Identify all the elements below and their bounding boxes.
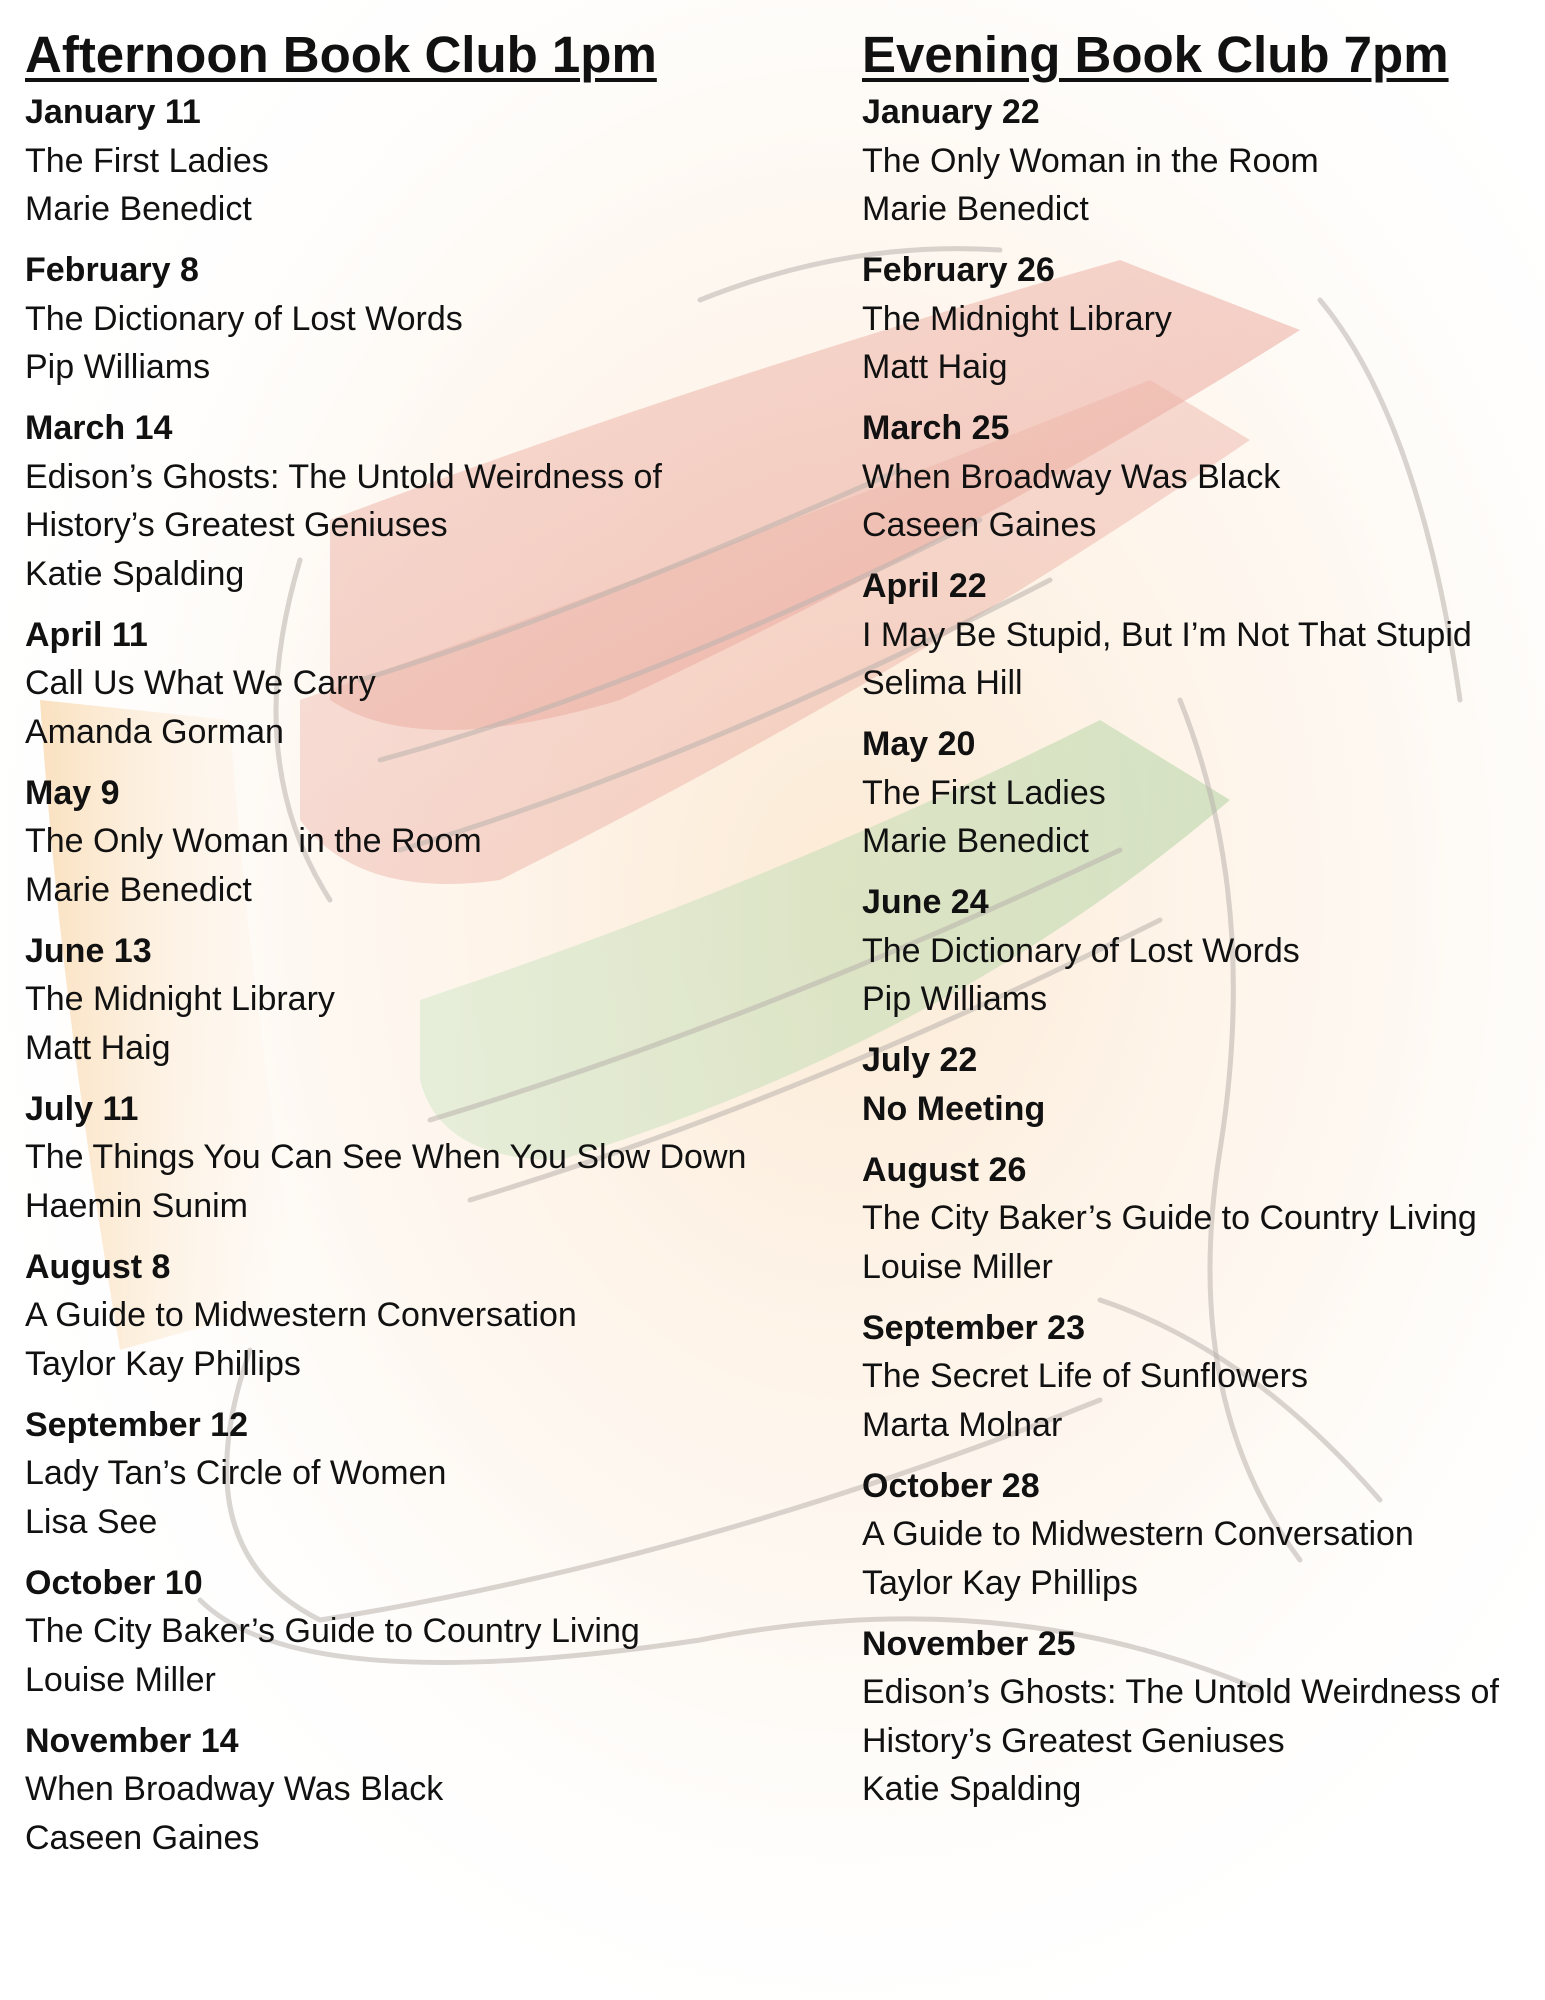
no-meeting-note: No Meeting — [862, 1089, 1046, 1128]
book-title-line: The Dictionary of Lost Words — [862, 931, 1300, 970]
book-title-line: The City Baker’s Guide to Country Living — [25, 1612, 640, 1650]
meeting-date: March 14 — [25, 409, 173, 447]
meeting-date: April 11 — [25, 615, 148, 654]
schedule-entry — [25, 1243, 815, 1389]
meeting-date: July 11 — [25, 1089, 139, 1128]
book-title-line: The Only Woman in the Room — [25, 822, 482, 860]
book-author: Matt Haig — [862, 348, 1008, 386]
book-author: Taylor Kay Phillips — [25, 1344, 301, 1383]
book-author: Pip Williams — [25, 348, 211, 386]
book-title-line: The First Ladies — [25, 141, 269, 180]
book-author: Marie Benedict — [862, 822, 1089, 860]
book-title-line: Edison’s Ghosts: The Untold Weirdness of — [25, 457, 662, 496]
schedule-entry — [862, 1036, 1532, 1133]
book-title-line: Call Us What We Carry — [25, 664, 376, 702]
book-title-line: History’s Greatest Geniuses — [862, 1721, 1285, 1760]
schedule-entry — [862, 1462, 1532, 1608]
schedule-entry — [25, 1401, 815, 1547]
meeting-date: May 9 — [25, 773, 120, 812]
meeting-date: July 22 — [862, 1041, 978, 1079]
schedule-entry — [25, 927, 815, 1073]
meeting-date: November 25 — [862, 1624, 1076, 1663]
schedule-entry — [862, 404, 1532, 550]
schedule-entry — [862, 1146, 1532, 1292]
book-author: Louise Miller — [862, 1247, 1053, 1286]
schedule-entry — [862, 246, 1532, 392]
schedule-entry — [862, 878, 1532, 1024]
schedule-entry — [862, 1304, 1532, 1450]
book-title-line: The Dictionary of Lost Words — [25, 299, 463, 338]
schedule-entry — [25, 1717, 815, 1863]
book-author: Pip Williams — [862, 980, 1048, 1018]
book-author: Marie Benedict — [25, 190, 252, 228]
schedule-entry — [862, 88, 1532, 234]
book-title-line: The Secret Life of Sunflowers — [862, 1357, 1309, 1395]
book-title-line: A Guide to Midwestern Conversation — [25, 1296, 577, 1334]
evening-entries — [862, 88, 1532, 1814]
book-author: Marie Benedict — [25, 870, 252, 909]
book-title-line: A Guide to Midwestern Conversation — [862, 1515, 1414, 1553]
meeting-date: September 23 — [862, 1308, 1085, 1347]
meeting-date: August 26 — [862, 1150, 1027, 1189]
book-author: Caseen Gaines — [25, 1818, 260, 1857]
schedule-entry — [25, 1559, 815, 1705]
meeting-date: October 28 — [862, 1466, 1040, 1505]
book-title-line: When Broadway Was Black — [25, 1770, 444, 1808]
book-author: Louise Miller — [25, 1660, 216, 1699]
book-author: Selima Hill — [862, 664, 1023, 702]
schedule-entry — [862, 720, 1532, 866]
book-title-line: Edison’s Ghosts: The Untold Weirdness of — [862, 1673, 1499, 1711]
meeting-date: November 14 — [25, 1721, 239, 1760]
book-author: Marta Molnar — [862, 1405, 1063, 1444]
afternoon-entries — [25, 88, 815, 1862]
book-author: Matt Haig — [25, 1028, 171, 1067]
meeting-date: October 10 — [25, 1563, 203, 1602]
schedule-entry — [862, 1620, 1532, 1814]
book-author: Katie Spalding — [862, 1770, 1082, 1808]
book-author: Caseen Gaines — [862, 506, 1097, 544]
afternoon-club-heading: Afternoon Book Club 1pm — [25, 26, 657, 83]
book-title-line: The First Ladies — [862, 773, 1106, 812]
meeting-date: April 22 — [862, 567, 987, 605]
meeting-date: June 13 — [25, 931, 152, 970]
meeting-date: June 24 — [862, 883, 989, 921]
meeting-date: September 12 — [25, 1405, 248, 1444]
book-title-line: The Things You Can See When You Slow Down — [25, 1138, 747, 1176]
schedule-entry — [862, 562, 1532, 708]
book-author: Haemin Sunim — [25, 1186, 248, 1225]
schedule-entry — [25, 611, 815, 757]
evening-book-club-column — [862, 22, 1532, 1814]
meeting-date: January 11 — [25, 93, 201, 131]
book-title-line: The Midnight Library — [862, 299, 1172, 338]
evening-club-heading: Evening Book Club 7pm — [862, 26, 1449, 83]
afternoon-book-club-column — [25, 22, 815, 1862]
book-author: Amanda Gorman — [25, 712, 284, 751]
book-title-line: Lady Tan’s Circle of Women — [25, 1454, 447, 1492]
book-title-line: I May Be Stupid, But I’m Not That Stupid — [862, 615, 1472, 654]
book-author: Marie Benedict — [862, 190, 1089, 228]
book-title-line: History’s Greatest Geniuses — [25, 506, 448, 544]
meeting-date: February 26 — [862, 251, 1055, 289]
meeting-date: January 22 — [862, 93, 1040, 131]
schedule-entry — [25, 769, 815, 915]
book-author: Taylor Kay Phillips — [862, 1563, 1138, 1602]
schedule-entry — [25, 404, 815, 598]
book-title-line: The City Baker’s Guide to Country Living — [862, 1199, 1477, 1237]
book-author: Lisa See — [25, 1502, 158, 1541]
meeting-date: May 20 — [862, 725, 976, 763]
schedule-entry — [25, 88, 815, 234]
book-title-line: When Broadway Was Black — [862, 457, 1281, 496]
book-title-line: The Only Woman in the Room — [862, 141, 1319, 180]
meeting-date: August 8 — [25, 1247, 171, 1286]
schedule-entry — [25, 1085, 815, 1231]
meeting-date: February 8 — [25, 251, 199, 289]
schedule-entry — [25, 246, 815, 392]
book-title-line: The Midnight Library — [25, 980, 335, 1018]
meeting-date: March 25 — [862, 409, 1010, 447]
book-author: Katie Spalding — [25, 554, 245, 593]
